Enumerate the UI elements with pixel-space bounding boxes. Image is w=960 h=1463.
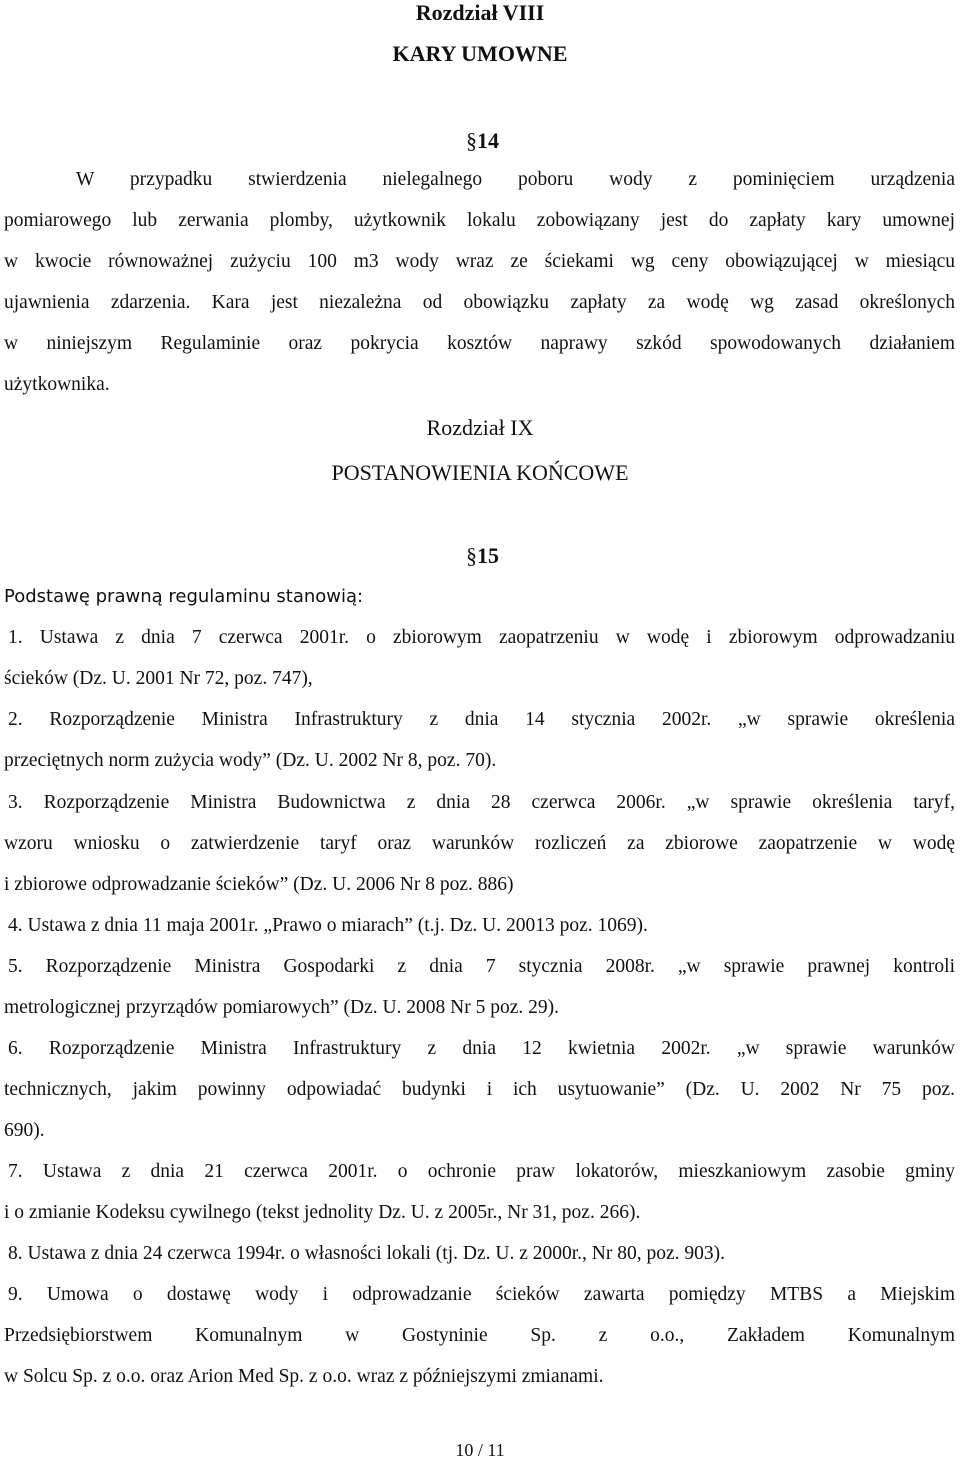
legal-basis-line-6: wzoru wniosku o zatwierdzenie taryf oraz warunków rozliczeń za zbiorowe zaopatrzenie w wodę — [4, 833, 955, 854]
section-14-line-2: pomiarowego lub zerwania plomby, użytkownik lokalu zobowiązany jest do zapłaty kary umownej — [4, 210, 955, 231]
legal-basis-line-4: przeciętnych norm zużycia wody” (Dz. U. 2002 Nr 8, poz. 70). — [4, 750, 497, 771]
legal-basis-line-14: 7. Ustawa z dnia 21 czerwca 2001r. o ochronie praw lokatorów, mieszkaniowym zasobie gminy — [8, 1161, 955, 1182]
section-14-number: 14 — [477, 128, 499, 153]
legal-basis-line-19: w Solcu Sp. z o.o. oraz Arion Med Sp. z o.o. wraz z późniejszymi zmianami. — [4, 1366, 604, 1387]
section-14-line-4: ujawnienia zdarzenia. Kara jest niezależna od obowiązku zapłaty za wodę wg zasad określonych — [4, 292, 955, 313]
page-number: 10 / 11 — [455, 1440, 505, 1460]
legal-basis-line-9: 5. Rozporządzenie Ministra Gospodarki z dnia 7 stycznia 2008r. „w sprawie prawnej kontroli — [8, 956, 955, 977]
section-14-heading — [466, 128, 499, 154]
section-sign-icon: § — [466, 543, 477, 568]
section-14-line-5: w niniejszym Regulaminie oraz pokrycia kosztów naprawy szkód spowodowanych działaniem — [4, 333, 955, 354]
legal-basis-line-1: 1. Ustawa z dnia 7 czerwca 2001r. o zbiorowym zaopatrzeniu w wodę i zbiorowym odprowadzaniu — [8, 627, 955, 648]
legal-basis-line-17: 9. Umowa o dostawę wody i odprowadzanie ścieków zawarta pomiędzy MTBS a Miejskim — [8, 1284, 955, 1305]
chapter-8-title: Rozdział VIII — [415, 0, 545, 25]
legal-basis-line-11: 6. Rozporządzenie Ministra Infrastruktury z dnia 12 kwietnia 2002r. „w sprawie warunków — [8, 1038, 955, 1059]
legal-basis-line-5: 3. Rozporządzenie Ministra Budownictwa z dnia 28 czerwca 2006r. „w sprawie określenia taryf, — [8, 792, 955, 813]
legal-basis-line-18: Przedsiębiorstwem Komunalnym w Gostyninie Sp. z o.o., Zakładem Komunalnym — [4, 1325, 955, 1346]
section-15-intro: Podstawę prawną regulaminu stanowią: — [4, 586, 364, 607]
section-15-number: 15 — [477, 543, 499, 568]
legal-basis-line-8: 4. Ustawa z dnia 11 maja 2001r. „Prawo o miarach” (t.j. Dz. U. 20013 poz. 1069). — [8, 915, 648, 936]
section-14-line-3: w kwocie równoważnej zużyciu 100 m3 wody wraz ze ściekami wg ceny obowiązującej w miesiącu — [4, 251, 955, 272]
legal-basis-line-13: 690). — [4, 1120, 45, 1141]
legal-basis-line-3: 2. Rozporządzenie Ministra Infrastruktury z dnia 14 stycznia 2002r. „w sprawie określenia — [8, 709, 955, 730]
section-14-line-1: W przypadku stwierdzenia nielegalnego poboru wody z pominięciem urządzenia — [76, 169, 955, 190]
section-sign-icon: § — [466, 128, 477, 153]
legal-basis-line-10: metrologicznej przyrządów pomiarowych” (Dz. U. 2008 Nr 5 poz. 29). — [4, 997, 560, 1018]
legal-basis-line-7: i zbiorowe odprowadzanie ścieków” (Dz. U. 2006 Nr 8 poz. 886) — [4, 874, 514, 895]
legal-basis-line-16: 8. Ustawa z dnia 24 czerwca 1994r. o własności lokali (tj. Dz. U. z 2000r., Nr 80, poz. 903). — [8, 1243, 725, 1264]
legal-basis-line-12: technicznych, jakim powinny odpowiadać budynki i ich usytuowanie” (Dz. U. 2002 Nr 75 poz. — [4, 1079, 955, 1100]
section-14-line-6: użytkownika. — [4, 374, 110, 395]
chapter-9-subtitle: POSTANOWIENIA KOŃCOWE — [331, 460, 629, 485]
chapter-8-subtitle: KARY UMOWNE — [392, 41, 568, 66]
legal-basis-line-2: ścieków (Dz. U. 2001 Nr 72, poz. 747), — [4, 668, 313, 689]
chapter-9-title: Rozdział IX — [426, 415, 534, 440]
legal-basis-line-15: i o zmianie Kodeksu cywilnego (tekst jednolity Dz. U. z 2005r., Nr 31, poz. 266). — [4, 1202, 641, 1223]
section-15-heading — [466, 543, 499, 569]
